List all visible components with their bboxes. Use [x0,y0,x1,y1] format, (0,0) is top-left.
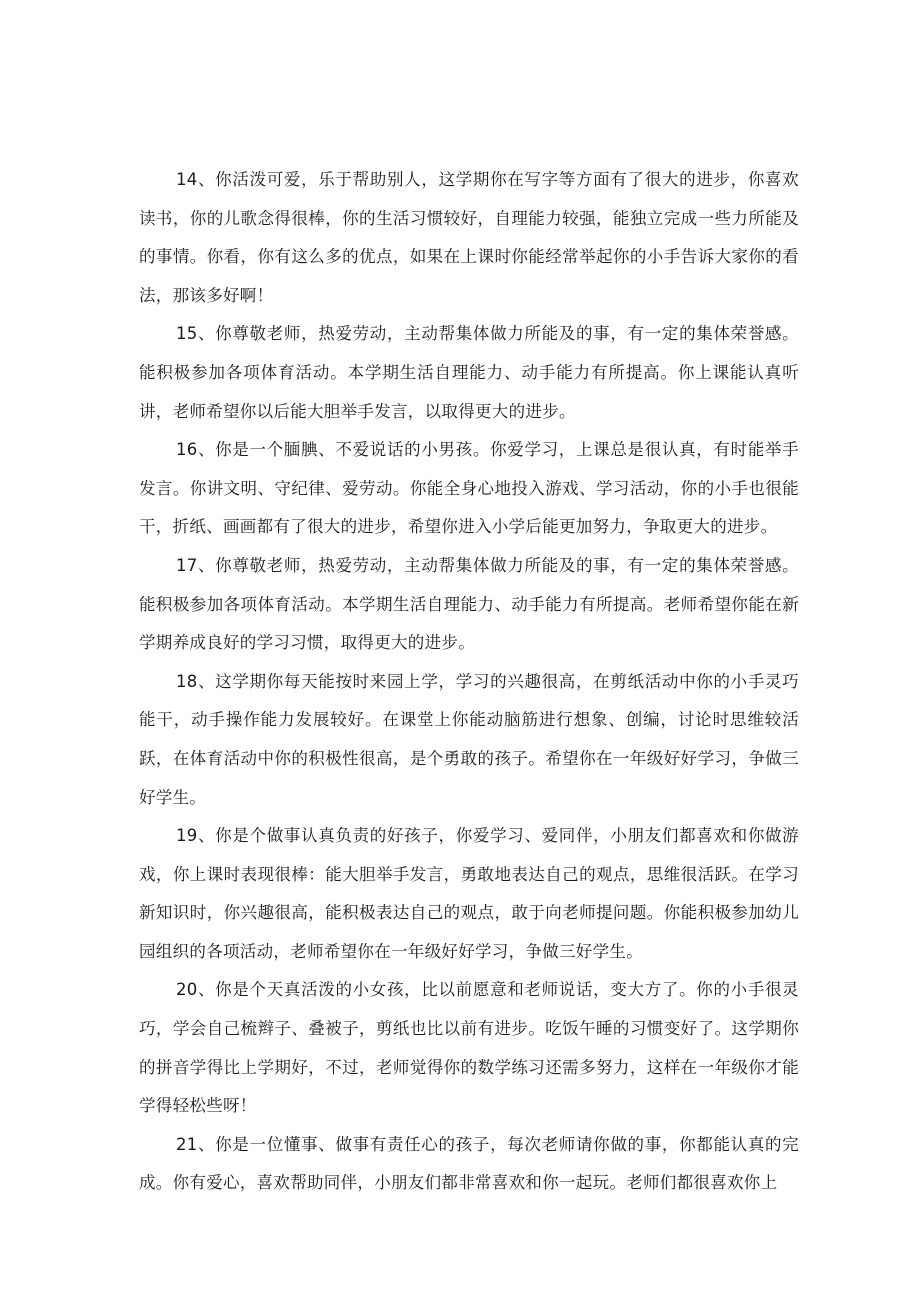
comment-paragraph-16: 16、你是一个腼腆、不爱说话的小男孩。你爱学习，上课总是很认真，有时能举手发言。你讲文明、守纪律、爱劳动。你能全身心地投入游戏、学习活动，你的小手也很能干，折纸、画画都有了很大的进步，希望你进入小学后能更加努力，争取更大的进步。 [139,440,799,537]
document-body [139,161,799,1203]
comment-paragraph-19: 19、你是个做事认真负责的好孩子，你爱学习、爱同伴，小朋友们都喜欢和你做游戏，你上课时表现很棒：能大胆举手发言，勇敢地表达自己的观点，思维很活跃。在学习新知识时，你兴趣很高，能积极表达自己的观点，敢于向老师提问题。你能积极参加幼儿园组织的各项活动，老师希望你在一年级好好学习，争做三好学生。 [139,826,799,961]
comment-paragraph-20: 20、你是个天真活泼的小女孩，比以前愿意和老师说话，变大方了。你的小手很灵巧，学会自己梳辫子、叠被子，剪纸也比以前有进步。吃饭午睡的习惯变好了。这学期你的拼音学得比上学期好，不过，老师觉得你的数学练习还需多努力，这样在一年级你才能学得轻松些呀！ [139,980,799,1116]
comment-paragraph-14: 14、你活泼可爱，乐于帮助别人，这学期你在写字等方面有了很大的进步，你喜欢读书，你的儿歌念得很棒，你的生活习惯较好，自理能力较强，能独立完成一些力所能及的事情。你看，你有这么多的优点，如果在上课时你能经常举起你的小手告诉大家你的看法，那该多好啊！ [139,170,799,305]
comment-paragraph-18: 18、这学期你每天能按时来园上学，学习的兴趣很高，在剪纸活动中你的小手灵巧能干，动手操作能力发展较好。在课堂上你能动脑筋进行想象、创编，讨论时思维较活跃，在体育活动中你的积极性很高，是个勇敢的孩子。希望你在一年级好好学习，争做三好学生。 [139,671,799,807]
comment-paragraph-17: 17、你尊敬老师，热爱劳动，主动帮集体做力所能及的事，有一定的集体荣誉感。能积极参加各项体育活动。本学期生活自理能力、动手能力有所提高。老师希望你能在新学期养成良好的学习习惯，取得更大的进步。 [139,555,799,653]
comment-paragraph-15: 15、你尊敬老师，热爱劳动，主动帮集体做力所能及的事，有一定的集体荣誉感。能积极参加各项体育活动。本学期生活自理能力、动手能力有所提高。你上课能认真听讲，老师希望你以后能大胆举手发言，以取得更大的进步。 [139,324,799,421]
comment-paragraph-21: 21、你是一位懂事、做事有责任心的孩子，每次老师请你做的事，你都能认真的完成。你有爱心，喜欢帮助同伴，小朋友们都非常喜欢和你一起玩。老师们都很喜欢你上 [139,1134,799,1193]
